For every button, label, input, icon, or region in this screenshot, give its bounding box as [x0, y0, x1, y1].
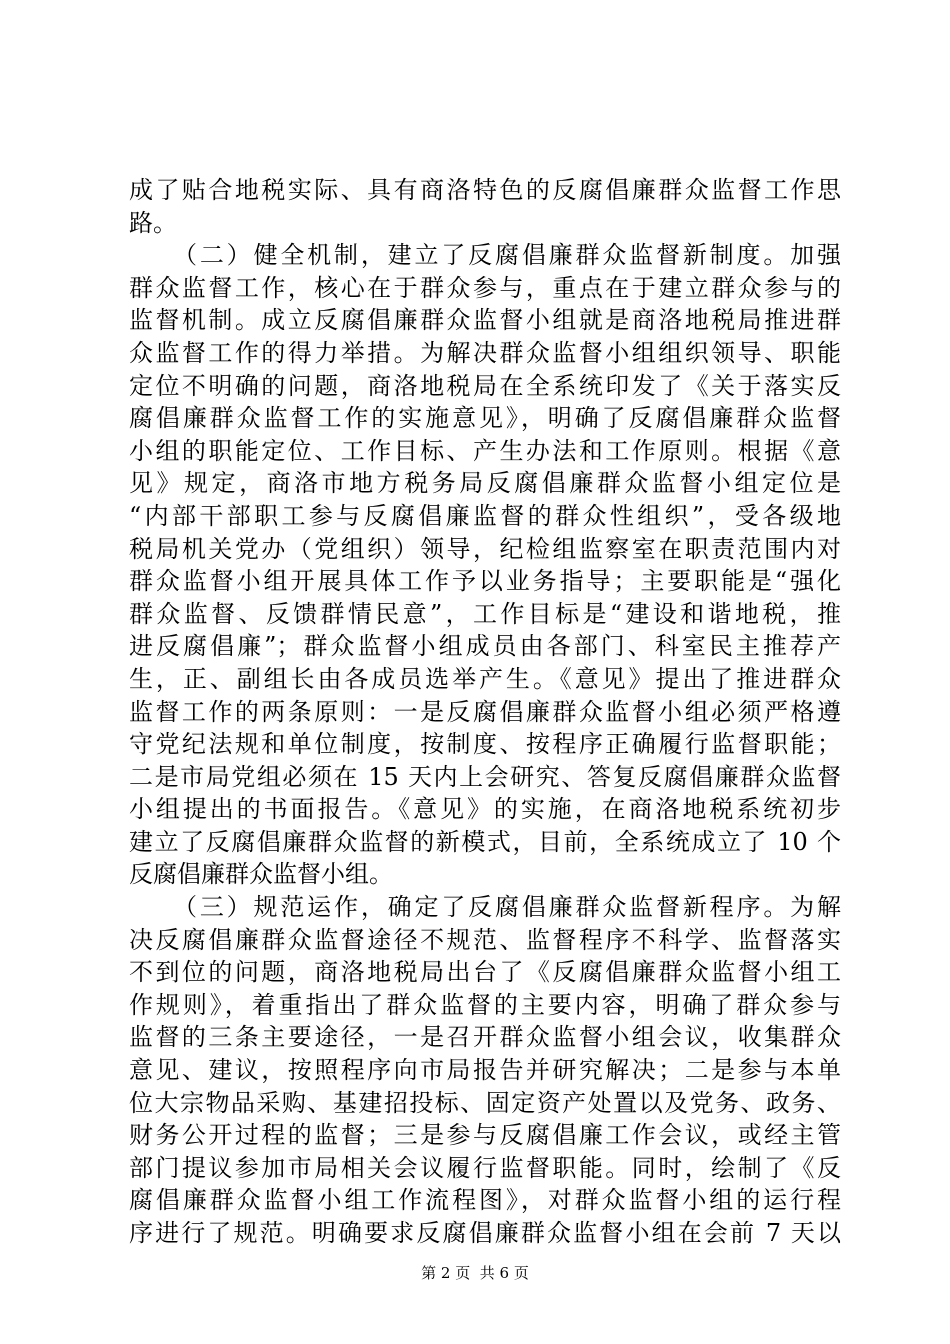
text-line: 见》规定，商洛市地方税务局反腐倡廉群众监督小组定位是	[129, 469, 841, 498]
text-line: 群众监督、反馈群情民意”，工作目标是“建设和谐地税，推	[129, 599, 841, 628]
text-line: 序进行了规范。明确要求反腐倡廉群众监督小组在会前 7 天以	[129, 1219, 841, 1247]
text-line: 成了贴合地税实际、具有商洛特色的反腐倡廉群众监督工作思	[129, 176, 841, 204]
text-line: 反腐倡廉群众监督小组。	[129, 860, 393, 889]
text-line: 守党纪法规和单位制度，按制度、按程序正确履行监督职能；	[129, 730, 841, 759]
body-text	[129, 174, 841, 1250]
text-line: 生，正、副组长由各成员选举产生。《意见》提出了推进群众	[129, 664, 841, 693]
text-line: 监督工作的两条原则：一是反腐倡廉群众监督小组必须严格遵	[129, 697, 841, 726]
text-line: 群众监督工作，核心在于群众参与，重点在于建立群众参与的	[129, 273, 841, 302]
text-line: “内部干部职工参与反腐倡廉监督的群众性组织”，受各级地	[129, 501, 841, 530]
page-footer: 第 2 页 共 6 页	[421, 1264, 529, 1282]
text-line: 路。	[129, 208, 177, 237]
text-line: 定位不明确的问题，商洛地税局在全系统印发了《关于落实反	[129, 371, 841, 400]
text-line: 部门提议参加市局相关会议履行监督职能。同时，绘制了《反	[129, 1153, 841, 1182]
text-line: 腐倡廉群众监督小组工作流程图》，对群众监督小组的运行程	[129, 1186, 841, 1215]
text-line: 决反腐倡廉群众监督途径不规范、监督程序不科学、监督落实	[129, 925, 841, 954]
text-line: 税局机关党办（党组织）领导，纪检组监察室在职责范围内对	[129, 534, 841, 563]
text-line: 建立了反腐倡廉群众监督的新模式，目前，全系统成立了 10 个	[129, 827, 841, 856]
text-line: 群众监督小组开展具体工作予以业务指导；主要职能是“强化	[129, 567, 841, 596]
text-line: 小组的职能定位、工作目标、产生办法和工作原则。根据《意	[129, 436, 841, 465]
text-line: 不到位的问题，商洛地税局出台了《反腐倡廉群众监督小组工	[129, 958, 841, 987]
text-line: 意见、建议，按照程序向市局报告并研究解决；二是参与本单	[129, 1056, 841, 1085]
text-line: （二）健全机制，建立了反腐倡廉群众监督新制度。加强	[173, 241, 841, 270]
text-line: （三）规范运作，确定了反腐倡廉群众监督新程序。为解	[173, 893, 841, 922]
text-line: 监督的三条主要途径，一是召开群众监督小组会议，收集群众	[129, 1023, 841, 1052]
text-line: 作规则》，着重指出了群众监督的主要内容，明确了群众参与	[129, 990, 841, 1019]
text-line: 监督机制。成立反腐倡廉群众监督小组就是商洛地税局推进群	[129, 306, 841, 335]
text-line: 众监督工作的得力举措。为解决群众监督小组组织领导、职能	[129, 338, 841, 367]
text-line: 进反腐倡廉”；群众监督小组成员由各部门、科室民主推荐产	[129, 632, 841, 661]
text-line: 二是市局党组必须在 15 天内上会研究、答复反腐倡廉群众监督	[129, 762, 841, 791]
text-line: 位大宗物品采购、基建招投标、固定资产处置以及党务、政务、	[129, 1088, 841, 1117]
text-line: 财务公开过程的监督；三是参与反腐倡廉工作会议，或经主管	[129, 1121, 841, 1150]
text-line: 腐倡廉群众监督工作的实施意见》，明确了反腐倡廉群众监督	[129, 404, 841, 433]
text-line: 小组提出的书面报告。《意见》的实施，在商洛地税系统初步	[129, 795, 841, 824]
